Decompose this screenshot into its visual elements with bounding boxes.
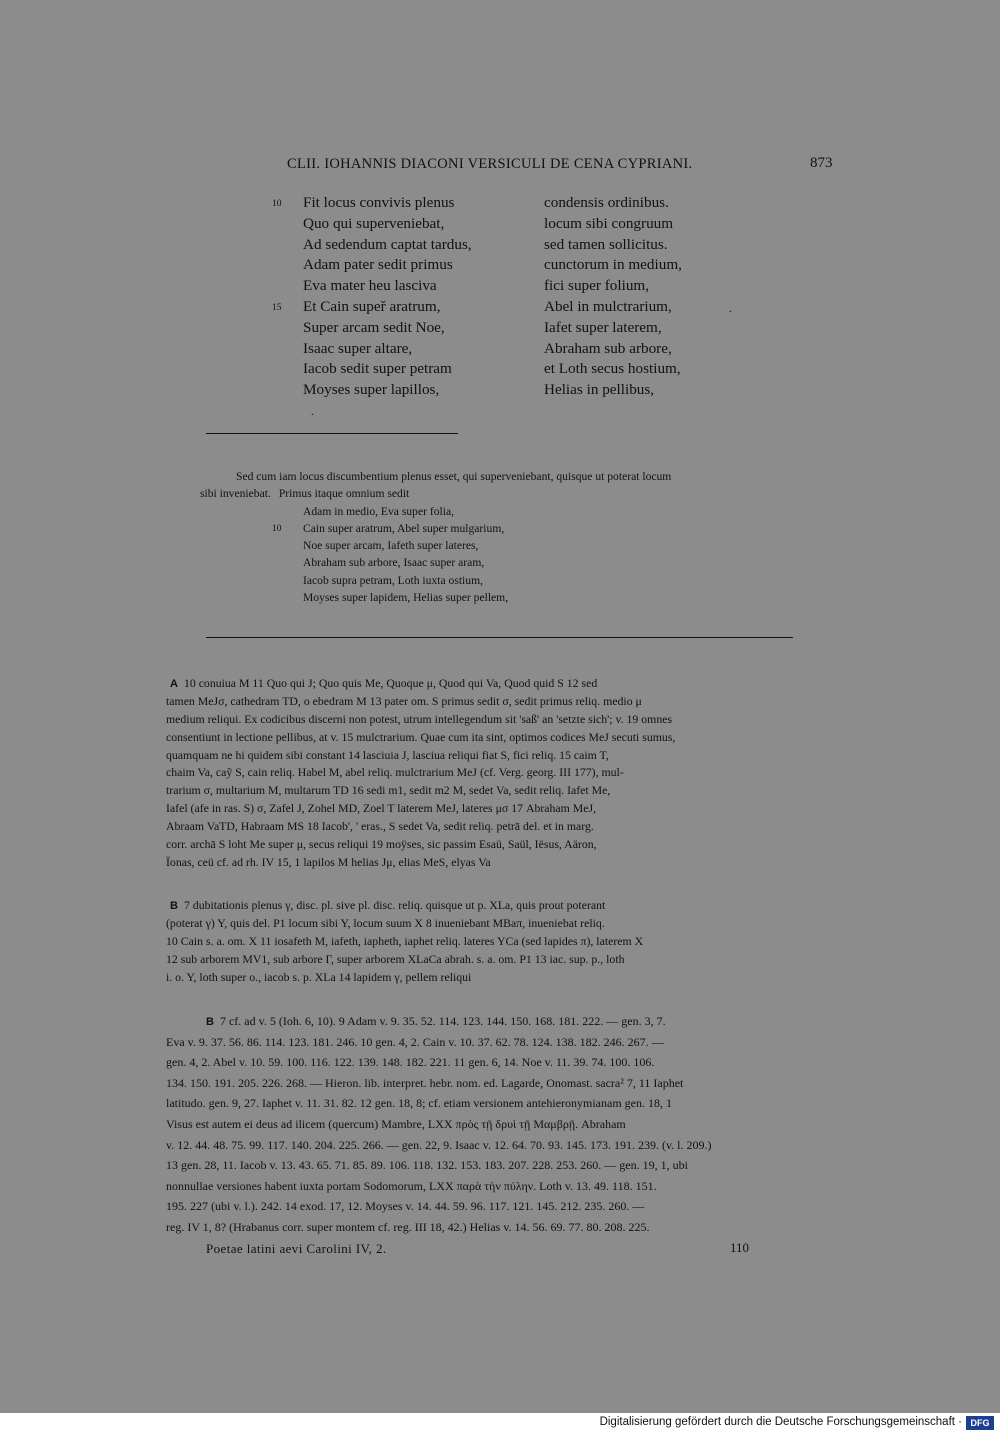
running-title: CLII. IOHANNIS DIACONI VERSICULI DE CENA CYPRIANI. xyxy=(287,156,693,172)
verse-second-half: Abraham sub arbore, xyxy=(544,339,672,357)
apparatus-line xyxy=(166,1196,837,1217)
apparatus-text: quamquam ne hi quidem sibi constant 14 lasciuia J, lasciua reliqui fiat S, fici reliq. 15 caim T, xyxy=(166,747,609,762)
apparatus-text: Ïonas, ceü cf. ad rh. IV 15, 1 lapilos M helias Jμ, elias MeS, elyas Va xyxy=(166,854,491,869)
prose-text: Moyses super lapidem, Helias super pellem, xyxy=(303,591,509,605)
verse-second-half: condensis ordinibus. xyxy=(544,194,669,211)
apparatus-line xyxy=(166,675,837,693)
poem-line xyxy=(272,380,742,401)
apparatus-line xyxy=(166,800,837,818)
line-number: 10 xyxy=(272,523,282,534)
apparatus-line xyxy=(166,1217,837,1238)
apparatus-text: 10 conuiua M 11 Quo qui J; Quo quis Me, Quoque μ, Quod qui Va, Quod quid S 12 sed xyxy=(183,676,598,690)
apparatus-line xyxy=(166,711,837,729)
verse-first-half: Adam pater sedit primus xyxy=(303,256,453,274)
prose-line xyxy=(200,589,805,606)
dfg-funding-text[interactable]: Digitalisierung gefördert durch die Deutsche Forschungsgemeinschaft · xyxy=(599,1416,962,1428)
prose-text: Cain super aratrum, Abel super mulgarium, xyxy=(303,521,505,535)
line-number: 15 xyxy=(272,302,282,313)
poem-line xyxy=(272,339,742,360)
apparatus-text: Iafel (afe in ras. S) σ, Zafel J, Zohel MD, Zoel T laterem MeJ, lateres μσ 17 Abraham MeJ, xyxy=(166,801,597,816)
prose-line xyxy=(200,537,805,554)
apparatus-text: medium reliqui. Ex codicibus discerni non potest, utrum intellegendum sit 'saß' an 'setzte sich'; v. 19 omnes xyxy=(166,711,673,726)
verse-second-half: Helias in pellibus, xyxy=(544,381,655,399)
poem-line xyxy=(272,318,742,339)
poem-line xyxy=(272,235,742,256)
apparatus-text: tamen MeJσ, cathedram TD, o ebedram M 13 pater om. S primus sedit σ, sedit primus reliq. medio μ xyxy=(166,693,642,708)
prose-line xyxy=(200,554,805,571)
apparatus-line xyxy=(166,969,837,987)
apparatus-line xyxy=(166,951,837,969)
stray-mark: . xyxy=(729,303,732,315)
apparatus-line xyxy=(166,818,837,836)
verse-first-half: Isaac super altare, xyxy=(303,339,413,357)
apparatus-label: B xyxy=(206,1016,214,1028)
apparatus-line xyxy=(166,1176,837,1197)
apparatus-text: Eva v. 9. 37. 56. 86. 114. 123. 181. 246. 10 gen. 4, 2. Cain v. 10. 37. 62. 78. 124. 138. 182. 246. 267. — xyxy=(166,1034,664,1049)
apparatus-text: gen. 4, 2. Abel v. 10. 59. 100. 116. 122. 139. 148. 182. 221. 11 gen. 6, 14. Noe v. 11. 39. 74. 100. 106. xyxy=(166,1055,655,1070)
divider-rule xyxy=(206,637,793,638)
verse-second-half: fici super folium, xyxy=(544,277,650,295)
verse-first-half: Super arcam sedit Noe, xyxy=(303,318,445,336)
verse-first-half: Et Cain supeř aratrum, xyxy=(303,297,441,315)
signature-number: 110 xyxy=(730,1240,750,1255)
apparatus-text: Abraam VaTD, Habraam MS 18 Iacob', ' eras., S sedet Va, sedit reliq. petrā del. et in marg. xyxy=(166,819,594,834)
apparatus-line xyxy=(166,1032,837,1053)
apparatus-text: Visus est autem ei deus ad ilicem (quercum) Mambre, LXX πρὸς τῇ δρυὶ τῇ Μαμβρῇ. Abraham xyxy=(166,1116,626,1131)
divider-rule xyxy=(206,433,458,434)
apparatus-line xyxy=(166,764,837,782)
verse-second-half: sed tamen sollicitus. xyxy=(544,235,668,253)
prose-text: Noe super arcam, Iafeth super lateres, xyxy=(303,539,479,553)
apparatus-line xyxy=(166,836,837,854)
sources-apparatus xyxy=(166,1011,837,1238)
apparatus-line xyxy=(166,1155,837,1176)
apparatus-text: i. o. Y, loth super o., iacob s. p. XLa 14 lapidem γ, pellem reliqui xyxy=(166,969,472,984)
apparatus-line xyxy=(166,1073,837,1094)
apparatus-text: consentiunt in lectione pellibus, at v. 15 mulctrarium. Quae cum ita sint, optimos codices MeJ secuti sumus, xyxy=(166,729,676,744)
prose-line xyxy=(200,503,805,520)
poem-line xyxy=(272,359,742,380)
apparatus-line xyxy=(166,854,837,872)
poem-line xyxy=(272,297,742,318)
apparatus-text: corr. archā S loht Me super μ, secus reliqui 19 moÿses, sic passim Esaü, Saül, Iësus, Aäron, xyxy=(166,837,597,852)
apparatus-line xyxy=(166,1052,837,1073)
apparatus-line xyxy=(166,1011,837,1032)
apparatus-line xyxy=(166,1135,837,1156)
prose-second-line: sibi inveniebat. Primus itaque omnium sedit xyxy=(200,487,410,501)
verse-first-half: Ad sedendum captat tardus, xyxy=(303,235,472,253)
verse-first-half: Eva mater heu lasciva xyxy=(303,277,437,295)
apparatus-line xyxy=(166,747,837,765)
apparatus-line xyxy=(166,1114,837,1135)
apparatus-text: 13 gen. 28, 11. Iacob v. 13. 43. 65. 71. 85. 89. 106. 118. 132. 153. 183. 207. 228. 253. 260. — gen. 19, 1, ubi xyxy=(166,1158,688,1173)
line-number: 10 xyxy=(272,199,282,209)
poem-line xyxy=(272,255,742,276)
poem-line xyxy=(272,214,742,235)
series-footer: Poetae latini aevi Carolini IV, 2. xyxy=(206,1241,387,1256)
apparatus-label: A xyxy=(170,678,178,690)
prose-text: Abraham sub arbore, Isaac super aram, xyxy=(303,556,485,570)
page-number: 873 xyxy=(810,155,833,171)
dfg-funding-bar xyxy=(0,1413,1000,1434)
verse-first-half: Moyses super lapillos, xyxy=(303,381,440,399)
apparatus-text: chaim Va, caỹ S, cain reliq. Habel M, abel reliq. mulctrarium MeJ (cf. Verg. georg. III 177), mul- xyxy=(166,765,624,780)
prose-text: Adam in medio, Eva super folia, xyxy=(303,504,455,518)
apparatus-b xyxy=(166,897,837,986)
apparatus-text: nonnullae versiones habent iuxta portam Sodomorum, LXX παρὰ τὴν πύλην. Loth v. 13. 49. 118. 151. xyxy=(166,1178,657,1193)
verse-second-half: Iafet super laterem, xyxy=(544,318,662,336)
dfg-logo-icon[interactable]: DFG xyxy=(966,1416,994,1430)
apparatus-label: B xyxy=(170,900,178,912)
apparatus-line xyxy=(166,897,837,915)
apparatus-text: 10 Cain s. a. om. X 11 iosafeth M, iafeth, iapheth, iaphet reliq. lateres YCa (sed lapides π), laterem X xyxy=(166,933,644,948)
apparatus-text: reg. IV 1, 8? (Hrabanus corr. super montem cf. reg. III 18, 42.) Helias v. 14. 56. 69. 77. 80. 208. 225. xyxy=(166,1219,650,1234)
apparatus-line xyxy=(166,915,837,933)
prose-first-line: Sed cum iam locus discumbentium plenus esset, qui superveniebant, quisque ut poterat locum xyxy=(236,470,672,483)
apparatus-text: 7 dubitationis plenus γ, disc. pl. sive pl. disc. reliq. quisque ut p. XLa, quis prout poterant xyxy=(183,898,606,912)
verse-first-half: Quo qui superveniebat, xyxy=(303,214,445,232)
prose-line xyxy=(200,520,805,537)
poem-line xyxy=(272,193,742,214)
prose-text: Iacob supra petram, Loth iuxta ostium, xyxy=(303,573,483,587)
apparatus-text: 195. 227 (ubi v. l.). 242. 14 exod. 17, 12. Moyses v. 14. 44. 59. 96. 117. 121. 145. 212. 235. 260. — xyxy=(166,1199,645,1214)
prose-verse-lines xyxy=(200,503,805,607)
poem-line xyxy=(272,276,742,297)
apparatus-line xyxy=(166,782,837,800)
apparatus-text: 12 sub arborem MV1, sub arbore Γ, super arborem XLaCa abrah. s. a. om. P1 13 iac. sup. p., loth xyxy=(166,951,625,966)
apparatus-text: v. 12. 44. 48. 75. 99. 117. 140. 204. 225. 266. — gen. 22, 9. Isaac v. 12. 64. 70. 93. 145. 173. 191. 239. (v. l. 209.) xyxy=(166,1137,712,1152)
apparatus-line xyxy=(166,1093,837,1114)
apparatus-line xyxy=(166,933,837,951)
apparatus-text: 134. 150. 191. 205. 226. 268. — Hieron. lib. interpret. hebr. nom. ed. Lagarde, Onomast. sacra² 7, 11 Iaphet xyxy=(166,1075,684,1090)
apparatus-text: 7 cf. ad v. 5 (Ioh. 6, 10). 9 Adam v. 9. 35. 52. 114. 123. 144. 150. 168. 181. 222. — gen. 3, 7. xyxy=(219,1014,666,1028)
verse-second-half: Abel in mulctrarium, xyxy=(544,297,672,315)
verse-second-half: locum sibi congruum xyxy=(544,214,674,232)
poem-block xyxy=(272,193,742,401)
verse-second-half: cunctorum in medium, xyxy=(544,256,682,274)
apparatus-a xyxy=(166,675,837,872)
stray-mark: . xyxy=(311,406,314,418)
apparatus-text: latitudo. gen. 9, 27. Iaphet v. 11. 31. 82. 12 gen. 18, 8; cf. etiam versionem antehieronymianam gen. 18, 1 xyxy=(166,1096,672,1111)
apparatus-line xyxy=(166,693,837,711)
verse-first-half: Iacob sedit super petram xyxy=(303,360,452,378)
apparatus-line xyxy=(166,729,837,747)
apparatus-text: (poterat γ) Y, quis del. P1 locum sibi Y, locum suum X 8 inueniebant MBaπ, inueniebat reliq. xyxy=(166,915,605,930)
apparatus-text: trarium σ, multarium M, multarum TD 16 sedi m1, sedit m2 M, sedet Va, sedit reliq. Iafet Me, xyxy=(166,783,611,798)
verse-first-half: Fit locus convivis plenus xyxy=(303,194,455,211)
prose-line xyxy=(200,572,805,589)
verse-second-half: et Loth secus hostium, xyxy=(544,360,681,378)
